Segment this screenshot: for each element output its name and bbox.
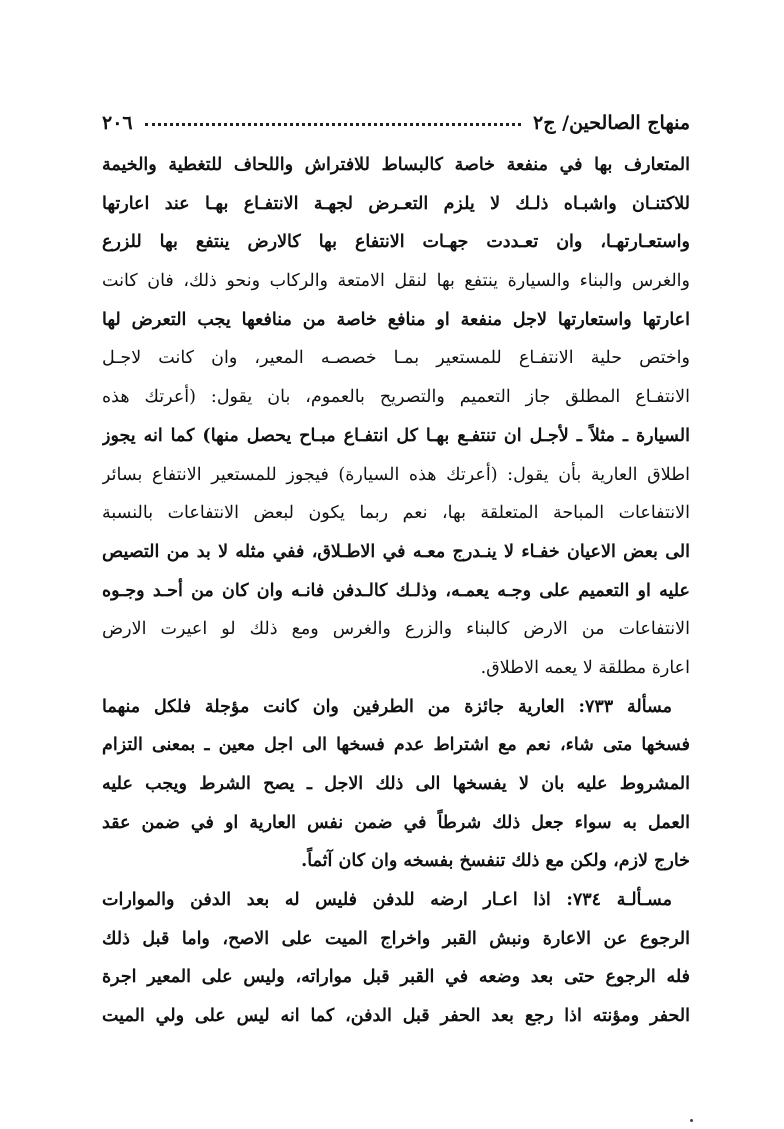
text-line: الحفر ومؤنته اذا رجع بعد الحفر قبل الدفن، كما انه ليس على ولي الميت — [102, 1006, 690, 1027]
text-line: الرجوع عن الاعارة ونبش القبر واخراج الميت على الاصح، واما قبل ذلك — [102, 928, 690, 949]
text-line: للاكتنـان واشبـاه ذلـك لا يلزم التعـرض لجهـة الانتفـاع بهـا عند اعارتها — [102, 193, 690, 214]
text-line: واختص حلية الانتفـاع للمستعير بمـا خصصـه المعير، وان كانت لاجـل — [102, 348, 690, 369]
page-number: ٢٠٦ — [102, 112, 133, 134]
text-line: الانتفاعات من الارض كالبناء والزرع والغرس ومع ذلك لو اعيرت الارض — [102, 619, 690, 640]
book-title: منهاج الصالحين/ ج٢ — [533, 112, 690, 134]
text-line: الانتفاعات المباحة المتعلقة بها، نعم ربما يكون لبعض الانتفاعات بالنسبة — [102, 503, 690, 524]
text-line: اطلاق العارية بأن يقول: (أعرتك هذه السيارة) فيجوز للمستعير الانتفاع بسائر — [102, 464, 690, 485]
header-dot-leader — [145, 123, 521, 126]
text-line: العمل به سواء جعل ذلك شرطاً في ضمن نفس العارية او في ضمن عقد — [102, 812, 690, 833]
text-line: المتعارف بها في منفعة خاصة كالبساط للافتراش واللحاف للتغطية والخيمة — [102, 155, 690, 175]
page-header — [102, 100, 690, 134]
text-line: مسـألـة ٧٣٤: اذا اعـار ارضه للدفن فليس له بعد الدفن والموارات — [102, 890, 672, 911]
text-line: والغرس والبناء والسيارة ينتفع بها لنقل الامتعة والركاب ونحو ذلك، فان كانت — [102, 271, 690, 292]
text-line: خارج لازم، ولكن مع ذلك تنفسخ بفسخه وان كان آثماً. — [301, 851, 690, 872]
text-line: مسألة ٧٣٣: العارية جائزة من الطرفين وان كانت مؤجلة فلكل منهما — [102, 696, 673, 717]
text-line: فسخها متى شاء، نعم مع اشتراط عدم فسخها الى اجل معين ـ بمعنى التزام — [102, 735, 690, 756]
text-line: السيارة ـ مثلاً ـ لأجـل ان تنتفـع بهـا كل انتفـاع مبـاح يحصل منها) كما انه يجوز — [102, 425, 690, 446]
text-line: الى بعض الاعيان خفـاء لا ينـدرج معـه في الاطـلاق، ففي مثله لا بد من التصيص — [102, 541, 690, 562]
text-line: فله الرجوع حتى بعد وضعه في القبر قبل مواراته، وليس على المعير اجرة — [102, 967, 690, 988]
text-line: اعارتها واستعارتها لاجل منفعة او منافع خاصة من منافعها يجب التعرض لها — [102, 309, 690, 330]
page-body — [102, 146, 690, 1036]
text-line: عليه او التعميم على وجـه يعمـه، وذلـك كالـدفن فانـه وان كان من أحـد وجـوه — [102, 580, 690, 601]
margin-speck — [690, 1119, 693, 1122]
text-line: الانتفـاع المطلق جاز التعميم والتصريح بالعموم، بان يقول: (أعرتك هذه — [102, 387, 690, 408]
text-line: المشروط عليه بان لا يفسخها الى ذلك الاجل ـ يصح الشرط ويجب عليه — [102, 774, 690, 794]
text-line: واستعـارتهـا، وان تعـددت جهـات الانتفاع بها كالارض ينتفع بها للزرع — [102, 232, 690, 253]
text-line: اعارة مطلقة لا يعمه الاطلاق. — [480, 657, 690, 678]
